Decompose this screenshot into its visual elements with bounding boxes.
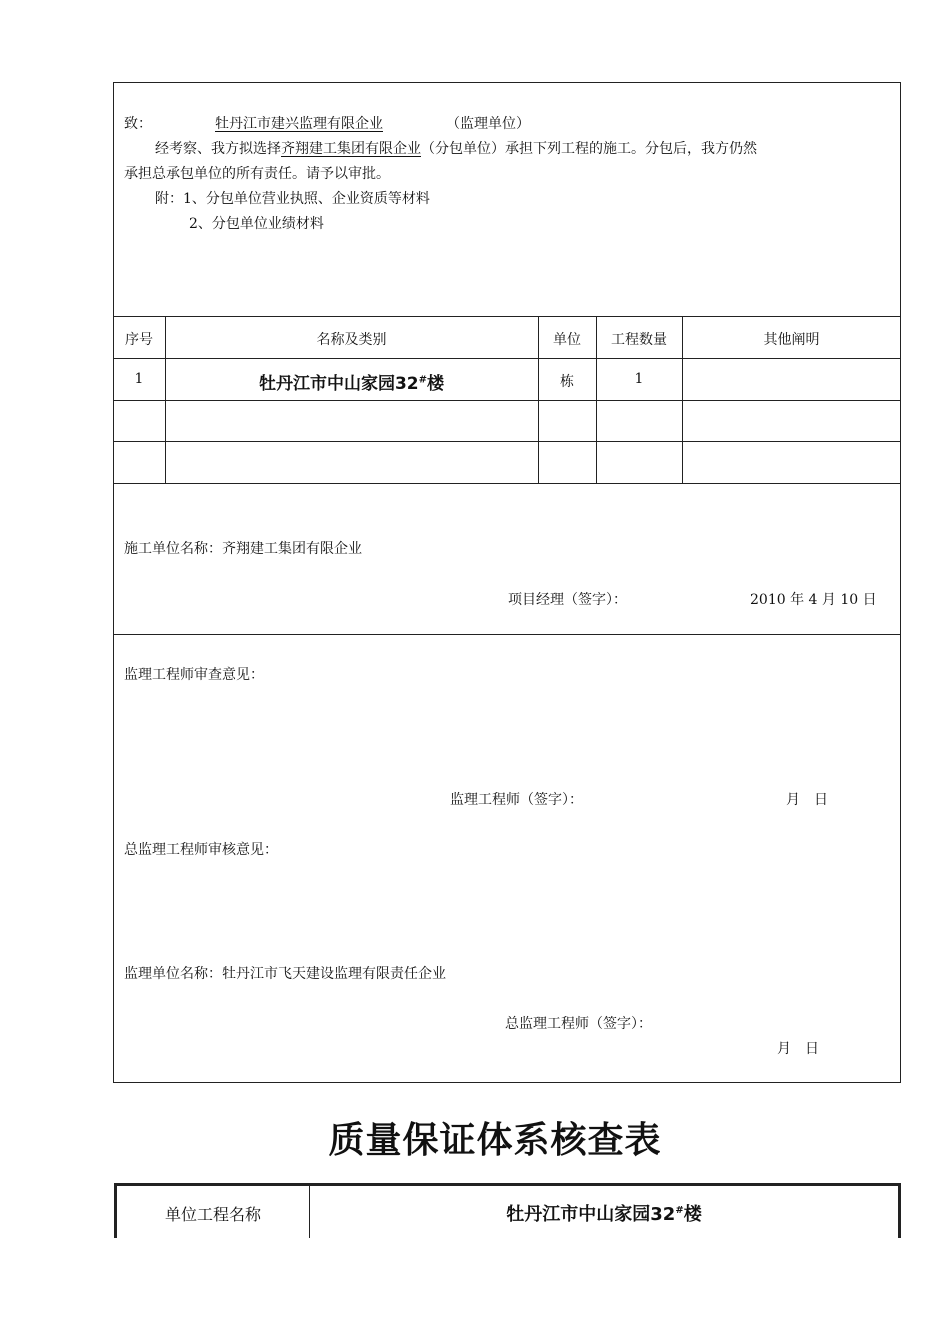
divider (113, 400, 901, 401)
unit-project-label: 单位工程名称 (164, 1205, 261, 1224)
unit-project-value-suffix: 楼 (683, 1204, 702, 1225)
divider (113, 483, 901, 484)
divider (113, 316, 901, 317)
unit-project-value-text: 牡丹江市中山家园32 (506, 1204, 676, 1225)
divider (113, 358, 901, 359)
addressee-line (124, 113, 530, 133)
row-1-no: 1 (134, 371, 144, 387)
quality-table-top (114, 1183, 901, 1186)
contractor-name: 施工单位名称：齐翔建工集团有限企业 (124, 541, 362, 557)
statement-line (155, 138, 757, 158)
chief-month-day: 月 日 (777, 1041, 819, 1057)
row-1-name-suffix: 楼 (427, 374, 445, 394)
row-1-name (165, 369, 538, 394)
header-name: 名称及类别 (316, 332, 387, 348)
divider (113, 441, 901, 442)
attachment-2: 2、分包单位业绩材料 (189, 216, 324, 232)
statement-post: （分包单位）承担下列工程的施工。分包后，我方仍然 (421, 141, 757, 157)
row-1-name-sup: # (418, 374, 428, 386)
contractor-date: 2010 年 4 月 10 日 (750, 592, 877, 608)
row-1-name-text: 牡丹江市中山家园32 (258, 374, 419, 394)
quality-table-right (898, 1183, 901, 1238)
to-prefix: 致： (124, 116, 152, 132)
engineer-month-day: 月 日 (786, 792, 828, 808)
unit-project-value (310, 1200, 898, 1226)
engineer-opinion-label: 监理工程师审查意见： (124, 667, 264, 683)
statement-pre: 经考察、我方拟选择 (155, 141, 281, 157)
supervisor-suffix: （监理单位） (446, 116, 530, 132)
row-1-qty: 1 (634, 371, 644, 387)
header-no: 序号 (125, 332, 153, 348)
chief-sign-label: 总监理工程师（签字）： (505, 1016, 652, 1032)
row-1-unit: 栋 (560, 374, 574, 390)
engineer-sign-label: 监理工程师（签字）： (450, 792, 583, 808)
header-note: 其他阐明 (763, 332, 820, 348)
header-unit: 单位 (553, 332, 581, 348)
project-manager-sign: 项目经理（签字）： (508, 592, 627, 608)
supervisor-unit-name: 监理单位名称：牡丹江市飞天建设监理有限责任企业 (124, 966, 446, 982)
divider (113, 634, 901, 635)
subcontractor-name: 齐翔建工集团有限企业 (281, 141, 421, 157)
unit-project-value-sup: # (675, 1205, 684, 1216)
chief-opinion-label: 总监理工程师审核意见： (124, 842, 278, 858)
header-qty: 工程数量 (611, 332, 667, 348)
supervisor-company: 牡丹江市建兴监理有限企业 (215, 116, 383, 132)
page-title: 质量保证体系核查表 (328, 1119, 662, 1161)
statement-line-2: 承担总承包单位的所有责任。请予以审批。 (124, 166, 390, 182)
attachment-1: 附：1、分包单位营业执照、企业资质等材料 (155, 191, 430, 207)
